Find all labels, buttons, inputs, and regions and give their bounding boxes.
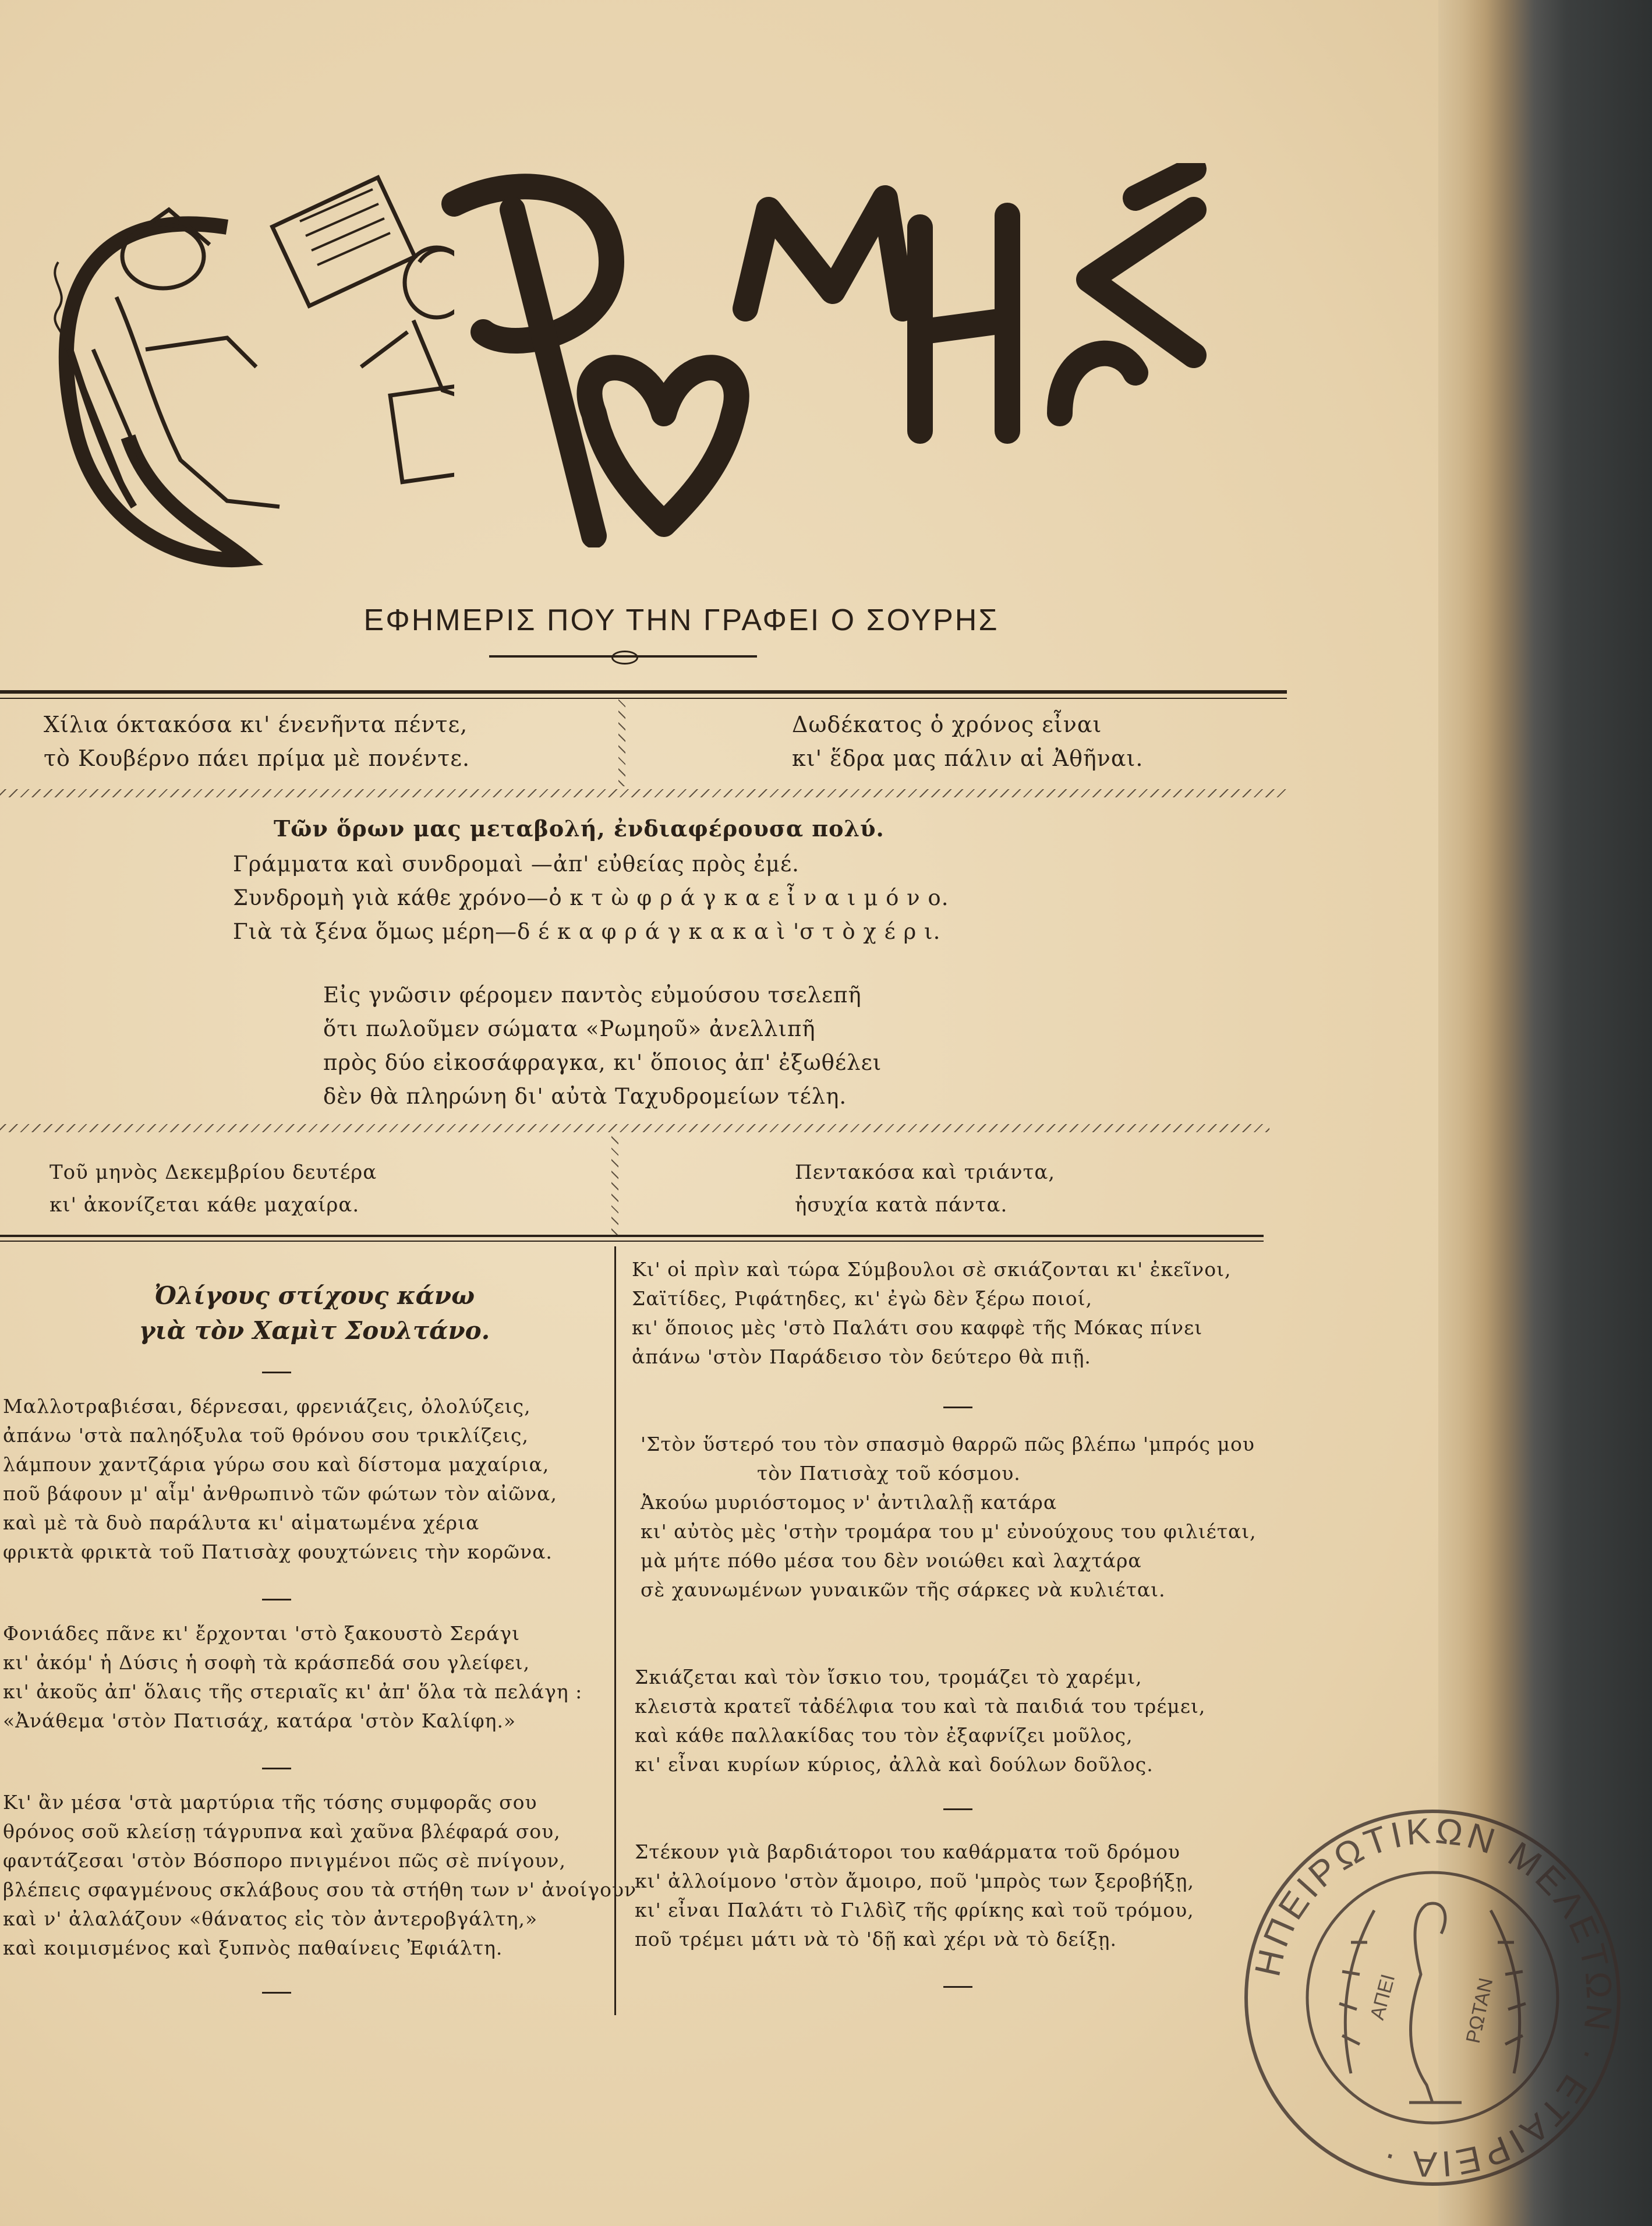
notice-line: Εἰς γνῶσιν φέρομεν παντὸς εὐμούσου τσελεπῆ xyxy=(323,983,862,1008)
terms-title: Τῶν ὅρων μας μεταβολή, ἐνδιαφέρουσα πολύ. xyxy=(274,815,885,842)
poem-line: σὲ χαυνωμένων γυναικῶν τῆς σάρκες νὰ κυλιέται. xyxy=(641,1578,1166,1601)
left-stanza-1 xyxy=(3,1392,557,1567)
poem-line: κι' ἀλλοίμονο 'στὸν ἄμοιρο, ποῦ 'μπρὸς των ξεροβήξῃ, xyxy=(635,1870,1194,1892)
header-left-line: Χίλια όκτακόσα κι' ένενῆντα πέντε, xyxy=(44,712,468,737)
poem-line: κι' εἶναι κυρίων κύριος, ἀλλὰ καὶ δούλων δοῦλος. xyxy=(635,1753,1154,1776)
poem-line: Ἀκούω μυριόστομος ν' ἀντιλαλῇ κατάρα xyxy=(641,1491,1057,1514)
header-left-line: τὸ Κουβέρνο πάει πρίμα μὲ πονέντε. xyxy=(44,745,471,771)
masthead-subtitle: ΕΦΗΜΕΡΙΣ ΠΟΥ ΤΗΝ ΓΡΑΦΕΙ Ο ΣΟΥΡΗΣ xyxy=(363,603,999,637)
poem-line: φαντάζεσαι 'στὸν Βόσπορο πνιγμένοι πῶς σὲ πνίγουν, xyxy=(3,1849,566,1872)
stamp-ring-text: ΗΠΕΙΡΩΤΙΚΩΝ ΜΕΛΕΤΩΝ · ΕΤΑΙΡΕΙΑ · xyxy=(1247,1811,1620,2185)
notice-line: ὅτι πωλοῦμεν σώματα «Ρωμηοῦ» ἀνελλιπῆ xyxy=(323,1016,816,1041)
poem-line: ποῦ βάφουν μ' αἷμ' ἀνθρωπινὸ τῶν φώτων τὸν αἰῶνα, xyxy=(3,1482,557,1505)
date-right-line: Πεντακόσα καὶ τριάντα, xyxy=(795,1161,1056,1184)
poem-line: Στέκουν γιὰ βαρδιάτοροι του καθάρματα τοῦ δρόμου xyxy=(635,1840,1180,1863)
header-right-line: Δωδέκατος ὁ χρόνος εἶναι xyxy=(792,712,1102,737)
poem-line: κι' αὐτὸς μὲς 'στὴν τρομάρα του μ' εὐνούχους του φιλιέται, xyxy=(641,1520,1257,1543)
poem-line: ἀπάνω 'στὸν Παράδεισο τὸν δεύτερο θὰ πιῇ. xyxy=(632,1345,1091,1368)
poem-line: κι' ἀκόμ' ἡ Δύσις ἡ σοφὴ τὰ κράσπεδά σου γλείφει, xyxy=(3,1651,530,1674)
poem-line: Φονιάδες πᾶνε κι' ἔρχονται 'στὸ ξακουστὸ Σεράγι xyxy=(3,1622,521,1645)
poem-line: Μαλλοτραβιέσαι, δέρνεσαι, φρενιάζεις, ὀλολύζεις, xyxy=(3,1395,531,1418)
section-dash xyxy=(262,1992,291,1994)
notice-line: δὲν θὰ πληρώνη δι' αὐτὰ Ταχυδρομείων τέλη. xyxy=(323,1084,847,1109)
poem-line: κι' εἶναι Παλάτι τὸ Γιλδὶζ τῆς φρίκης καὶ τοῦ τρόμου, xyxy=(635,1899,1194,1921)
section-dash xyxy=(943,1407,972,1408)
left-stanza-2 xyxy=(3,1619,582,1736)
header-left-verse xyxy=(44,708,470,775)
right-stanza-2 xyxy=(641,1430,1257,1605)
poem-title-line: γιὰ τὸν Χαμὶτ Σουλτάνο. xyxy=(139,1316,490,1345)
header-rule-top xyxy=(0,690,1287,694)
poem-line: λάμπουν χαντζάρια γύρω σου καὶ δίστομα μαχαίρια, xyxy=(3,1453,550,1476)
poem-line: θρόνος σοῦ κλείσῃ τάγρυπνα καὶ χαῦνα βλέφαρά σου, xyxy=(3,1820,561,1843)
poem-line: Σκιάζεται καὶ τὸν ἴσκιο του, τρομάζει τὸ χαρέμι, xyxy=(635,1666,1142,1688)
poem-line: ἀπάνω 'στὰ παληόξυλα τοῦ θρόνου σου τρικλίζεις, xyxy=(3,1424,529,1447)
terms-line: Γράμματα καὶ συνδρομαὶ —ἀπ' εὐθείας πρὸς ἐμέ. xyxy=(233,851,800,877)
poem-title xyxy=(105,1278,524,1348)
poem-title-line: Ὀλίγους στίχους κάνω xyxy=(154,1281,475,1310)
poem-line: Σαϊτίδες, Ριφάτηδες, κι' ἐγὼ δὲν ξέρω ποιοί, xyxy=(632,1287,1093,1310)
poem-line: βλέπεις σφαγμένους σκλάβους σου τὰ στήθη των ν' ἀνοίγουν xyxy=(3,1878,637,1901)
poem-line: ποῦ τρέμει μάτι νὰ τὸ 'δῇ καὶ χέρι νὰ τὸ δείξῃ. xyxy=(635,1928,1117,1951)
date-right-line: ἡσυχία κατὰ πάντα. xyxy=(795,1193,1008,1217)
date-right-verse xyxy=(795,1156,1055,1221)
date-left-line: κι' ἀκονίζεται κάθε μαχαίρα. xyxy=(49,1193,360,1217)
header-rule-bottom xyxy=(0,789,1287,797)
date-rule-thin xyxy=(0,1241,1264,1242)
notice-block xyxy=(323,978,882,1114)
stamp-left-label: ΑΠΕΙ xyxy=(1366,1971,1400,2023)
section-dash xyxy=(262,1768,291,1769)
date-left-verse xyxy=(49,1156,377,1221)
poem-line: κλειστὰ κρατεῖ τἀδέλφια του καὶ τὰ παιδιά του τρέμει, xyxy=(635,1695,1206,1718)
poem-line: Κι' ἂν μέσα 'στὰ μαρτύρια τῆς τόσης συμφορᾶς σου xyxy=(3,1791,537,1814)
poem-line: κι' ἀκοῦς ἀπ' ὅλαις τῆς στεριαῖς κι' ἀπ' ὅλα τὰ πελάγη : xyxy=(3,1680,583,1703)
date-rule xyxy=(0,1235,1264,1237)
header-rule-top-thin xyxy=(0,698,1287,699)
masthead-illustration xyxy=(35,157,454,577)
poem-line: Κι' οἱ πρὶν καὶ τώρα Σύμβουλοι σὲ σκιάζονται κι' ἐκεῖνοι, xyxy=(632,1258,1232,1281)
underline-ornament xyxy=(611,651,638,665)
section-dash xyxy=(262,1372,291,1373)
date-divider xyxy=(611,1136,618,1235)
poem-line: καὶ κάθε παλλακίδας του τὸν ἐξαφνίζει μοῦλος, xyxy=(635,1724,1133,1747)
poem-line: 'Στὸν ὕστερό του τὸν σπασμὸ θαρρῶ πῶς βλέπω 'μπρός μου xyxy=(641,1433,1255,1455)
section-dash xyxy=(262,1599,291,1600)
section-dash xyxy=(943,1986,972,1988)
notice-rule xyxy=(0,1124,1269,1132)
poem-line: καὶ μὲ τὰ δυὸ παράλυτα κι' αἱματωμένα χέρια xyxy=(3,1511,480,1534)
poem-line: φρικτὰ φρικτὰ τοῦ Πατισὰχ φουχτώνεις τὴν κορῶνα. xyxy=(3,1540,553,1563)
svg-text:ΗΠΕΙΡΩΤΙΚΩΝ ΜΕΛΕΤΩΝ · ΕΤΑΙΡΕΙΑ xyxy=(1247,1811,1619,2185)
newspaper-title xyxy=(419,163,1234,547)
terms-line: Γιὰ τὰ ξένα ὅμως μέρη—δ έ κ α φ ρ ά γ κ α κ α ὶ 'σ τ ὸ χ έ ρ ι. xyxy=(233,919,941,944)
terms-line: Συνδρομὴ γιὰ κάθε χρόνο—ὀ κ τ ὼ φ ρ ά γ κ α ε ἶ ν α ι μ ό ν ο. xyxy=(233,885,949,910)
header-right-verse xyxy=(792,708,1144,775)
header-divider xyxy=(618,699,625,786)
library-stamp xyxy=(1234,1800,1630,2196)
poem-line: τὸν Πατισὰχ τοῦ κόσμου. xyxy=(757,1462,1021,1485)
poem-line: κι' ὅποιος μὲς 'στὸ Παλάτι σου καφφὲ τῆς Μόκας πίνει xyxy=(632,1316,1203,1339)
notice-line: πρὸς δύο εἰκοσάφραγκα, κι' ὅποιος ἀπ' ἐξωθέλει xyxy=(323,1050,882,1075)
header-right-line: κι' ἕδρα μας πάλιν αἱ Ἀθῆναι. xyxy=(792,745,1144,771)
date-left-line: Τοῦ μηνὸς Δεκεμβρίου δευτέρα xyxy=(49,1161,377,1184)
right-stanza-3 xyxy=(635,1663,1205,1779)
poem-line: καὶ κοιμισμένος καὶ ξυπνὸς παθαίνεις Ἐφιάλτη. xyxy=(3,1937,503,1959)
stamp-right-label: ΡΩΤΑΝ xyxy=(1462,1976,1498,2045)
right-stanza-1 xyxy=(632,1255,1232,1372)
poem-line: «Ἀνάθεμα 'στὸν Πατισάχ, κατάρα 'στὸν Καλίφη.» xyxy=(3,1709,517,1732)
poem-line: μὰ μήτε πόθο μέσα του δὲν νοιώθει καὶ λαχτάρα xyxy=(641,1549,1142,1572)
right-stanza-4 xyxy=(635,1838,1194,1954)
terms-lines xyxy=(233,847,949,949)
poem-line: καὶ ν' ἀλαλάζουν «θάνατος εἰς τὸν ἀντεροβγάλτη,» xyxy=(3,1907,538,1930)
title-lettering xyxy=(419,163,1234,547)
section-dash xyxy=(943,1808,972,1810)
left-stanza-3 xyxy=(3,1788,636,1963)
